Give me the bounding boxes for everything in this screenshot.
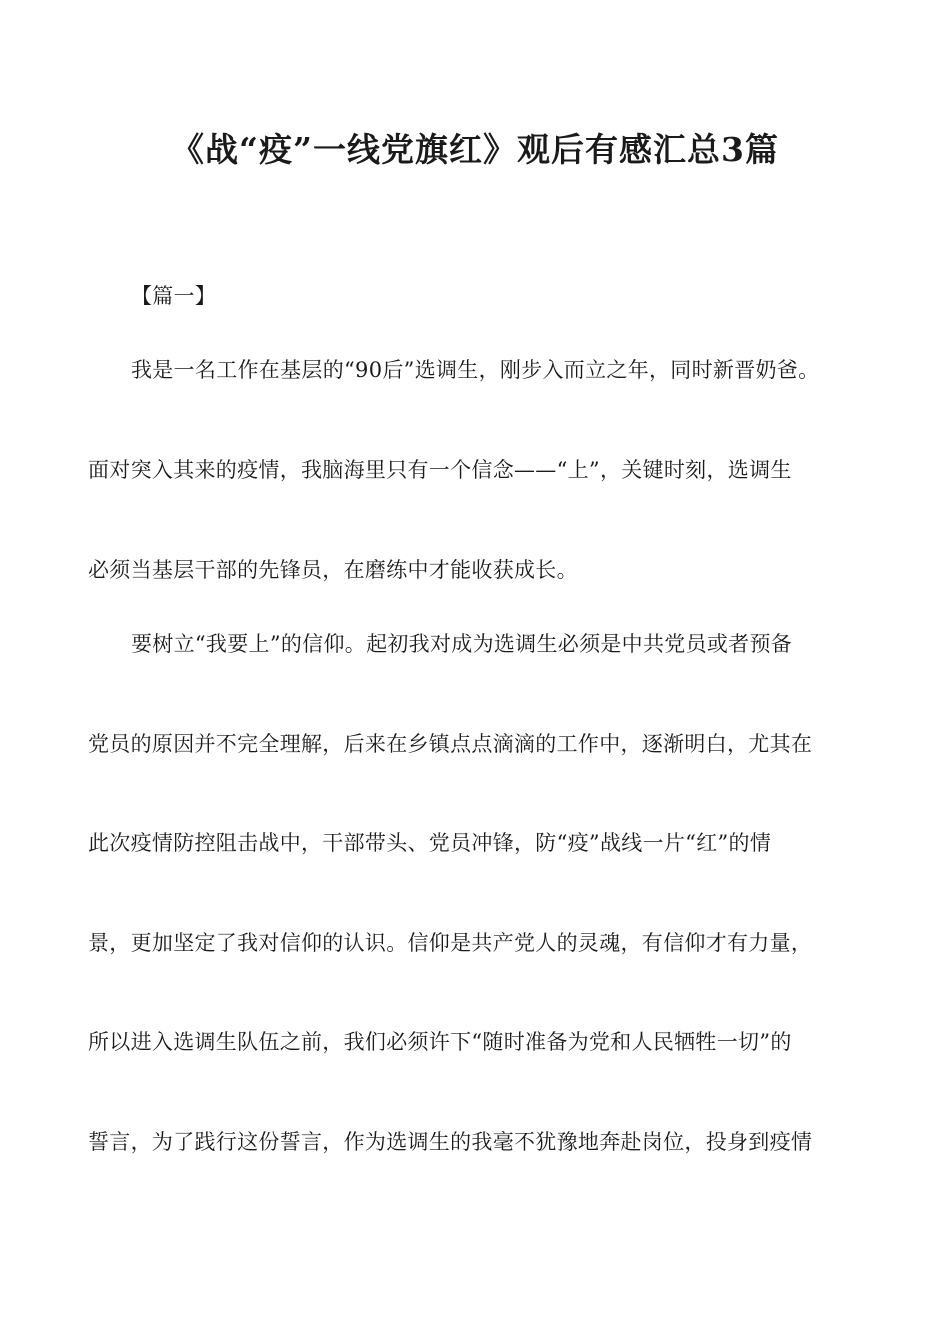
document-title: 《战“疫”一线党旗红》观后有感汇总3篇 [171,130,779,169]
paragraph-line-6: 此次疫情防控阻击战中，干部带头、党员冲锋，防“疫”战线一片“红”的情 [88,831,772,855]
paragraph-line-8: 所以进入选调生队伍之前，我们必须许下“随时准备为党和人民牺牲一切”的 [88,1030,792,1054]
paragraph-line-9: 誓言，为了践行这份誓言，作为选调生的我毫不犹豫地奔赴岗位，投身到疫情 [88,1130,813,1154]
section-label: 【篇一】 [131,284,217,308]
paragraph-line-2: 面对突入其来的疫情，我脑海里只有一个信念——“上”，关键时刻，选调生 [88,458,792,482]
paragraph-line-7: 景，更加坚定了我对信仰的认识。信仰是共产党人的灵魂，有信仰才有力量， [88,931,813,955]
paragraph-line-1: 我是一名工作在基层的“90后”选调生，刚步入而立之年，同时新晋奶爸。 [131,358,820,382]
paragraph-line-3: 必须当基层干部的先锋员，在磨练中才能收获成长。 [88,558,578,582]
paragraph-line-5: 党员的原因并不完全理解，后来在乡镇点点滴滴的工作中，逐渐明白，尤其在 [88,732,813,756]
paragraph-line-4: 要树立“我要上”的信仰。起初我对成为选调生必须是中共党员或者预备 [131,632,793,656]
